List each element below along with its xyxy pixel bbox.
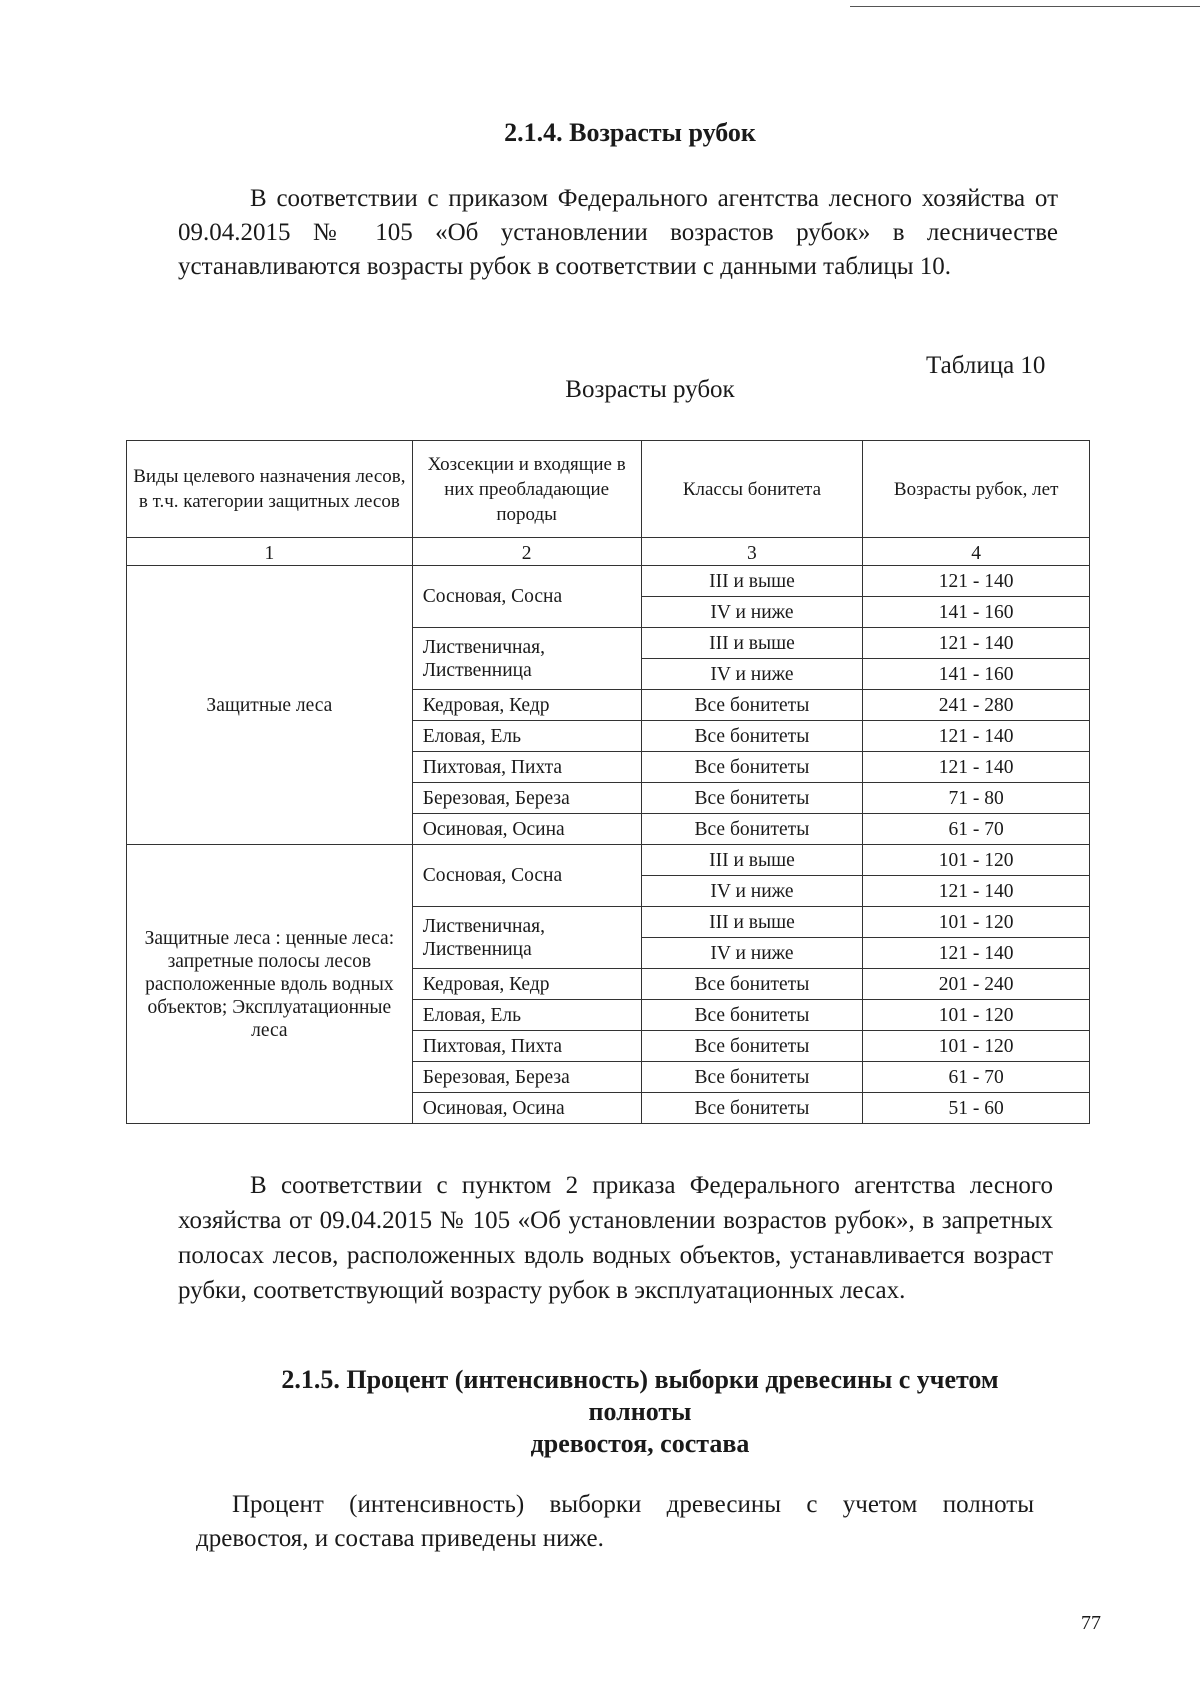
section-cell: Кедровая, Кедр bbox=[412, 969, 641, 1000]
section-cell: Лиственичная, Лиственница bbox=[412, 628, 641, 690]
intro-paragraph: В соответствии с приказом Федерального агентства лесного хозяйства от 09.04.2015 № 105 «Об установлении возрастов рубок» в лесничестве устанавливаются возрасты рубок в соответствии с данными таблицы 10. bbox=[178, 185, 1058, 280]
age-cell: 121 - 140 bbox=[863, 752, 1090, 783]
section-cell: Еловая, Ель bbox=[412, 721, 641, 752]
section-cell: Еловая, Ель bbox=[412, 1000, 641, 1031]
section-cell: Березовая, Береза bbox=[412, 783, 641, 814]
heading-line: 2.1.5. Процент (интенсивность) выборки древесины с учетом bbox=[281, 1365, 999, 1394]
age-cell: 141 - 160 bbox=[863, 597, 1090, 628]
page-number: 77 bbox=[1081, 1612, 1101, 1634]
section-cell: Осиновая, Осина bbox=[412, 814, 641, 845]
section-cell: Сосновая, Сосна bbox=[412, 845, 641, 907]
class-cell: IV и ниже bbox=[641, 876, 863, 907]
section-cell: Березовая, Береза bbox=[412, 1062, 641, 1093]
section-heading-2-1-5 bbox=[0, 1364, 1200, 1460]
category-cell: Защитные леса bbox=[127, 566, 413, 845]
class-cell: IV и ниже bbox=[641, 659, 863, 690]
class-cell: Все бонитеты bbox=[641, 783, 863, 814]
age-cell: 121 - 140 bbox=[863, 938, 1090, 969]
class-cell: Все бонитеты bbox=[641, 752, 863, 783]
section-cell: Кедровая, Кедр bbox=[412, 690, 641, 721]
table-row bbox=[127, 845, 1090, 876]
table-caption: Таблица 10 bbox=[926, 352, 1046, 379]
class-cell: Все бонитеты bbox=[641, 1031, 863, 1062]
class-cell: IV и ниже bbox=[641, 597, 863, 628]
selection-paragraph: Процент (интенсивность) выборки древесины с учетом полноты древостоя, и состава приведены ниже. bbox=[196, 1491, 1034, 1552]
section-cell: Осиновая, Осина bbox=[412, 1093, 641, 1124]
column-number: 3 bbox=[641, 538, 863, 566]
age-cell: 121 - 140 bbox=[863, 628, 1090, 659]
table-title: Возрасты рубок bbox=[565, 376, 735, 403]
class-cell: Все бонитеты bbox=[641, 690, 863, 721]
age-cell: 121 - 140 bbox=[863, 876, 1090, 907]
heading-line: полноты bbox=[588, 1397, 692, 1426]
header-age: Возрасты рубок, лет bbox=[863, 441, 1090, 538]
column-number: 4 bbox=[863, 538, 1090, 566]
class-cell: III и выше bbox=[641, 628, 863, 659]
section-cell: Сосновая, Сосна bbox=[412, 566, 641, 628]
class-cell: Все бонитеты bbox=[641, 1093, 863, 1124]
section-heading-2-1-4: 2.1.4. Возрасты рубок bbox=[504, 118, 756, 147]
header-purpose: Виды целевого назначения лесов, в т.ч. категории защитных лесов bbox=[127, 441, 413, 538]
age-cell: 71 - 80 bbox=[863, 783, 1090, 814]
age-cell: 141 - 160 bbox=[863, 659, 1090, 690]
class-cell: III и выше bbox=[641, 907, 863, 938]
clause-paragraph: В соответствии с пунктом 2 приказа Федерального агентства лесного хозяйства от 09.04.2015 № 105 «Об установлении возрастов рубок», в запретных полосах лесов, расположенных вдоль водных объектов, устанавливается возраст рубки, соответствующий возрасту рубок в эксплуатационных лесах. bbox=[178, 1172, 1053, 1304]
class-cell: Все бонитеты bbox=[641, 1062, 863, 1093]
class-cell: Все бонитеты bbox=[641, 721, 863, 752]
age-cell: 61 - 70 bbox=[863, 814, 1090, 845]
age-cell: 201 - 240 bbox=[863, 969, 1090, 1000]
age-cell: 51 - 60 bbox=[863, 1093, 1090, 1124]
column-number: 2 bbox=[412, 538, 641, 566]
section-cell: Пихтовая, Пихта bbox=[412, 752, 641, 783]
class-cell: Все бонитеты bbox=[641, 969, 863, 1000]
cutting-ages-table bbox=[126, 440, 1090, 1124]
age-cell: 121 - 140 bbox=[863, 721, 1090, 752]
age-cell: 101 - 120 bbox=[863, 907, 1090, 938]
section-cell: Пихтовая, Пихта bbox=[412, 1031, 641, 1062]
age-cell: 121 - 140 bbox=[863, 566, 1090, 597]
age-cell: 101 - 120 bbox=[863, 845, 1090, 876]
class-cell: IV и ниже bbox=[641, 938, 863, 969]
header-section: Хозсекции и входящие в них преобладающие породы bbox=[412, 441, 641, 538]
header-class: Классы бонитета bbox=[641, 441, 863, 538]
table-header-row bbox=[127, 441, 1090, 538]
class-cell: Все бонитеты bbox=[641, 1000, 863, 1031]
class-cell: III и выше bbox=[641, 566, 863, 597]
age-cell: 61 - 70 bbox=[863, 1062, 1090, 1093]
category-cell: Защитные леса : ценные леса: запретные полосы лесов расположенные вдоль водных объектов; Эксплуатационные леса bbox=[127, 845, 413, 1124]
class-cell: III и выше bbox=[641, 845, 863, 876]
age-cell: 101 - 120 bbox=[863, 1000, 1090, 1031]
age-cell: 241 - 280 bbox=[863, 690, 1090, 721]
table-number-row bbox=[127, 538, 1090, 566]
table-row bbox=[127, 566, 1090, 597]
column-number: 1 bbox=[127, 538, 413, 566]
class-cell: Все бонитеты bbox=[641, 814, 863, 845]
section-cell: Лиственичная, Лиственница bbox=[412, 907, 641, 969]
heading-line: древостоя, состава bbox=[530, 1429, 750, 1458]
scan-edge-line bbox=[850, 6, 1200, 7]
age-cell: 101 - 120 bbox=[863, 1031, 1090, 1062]
